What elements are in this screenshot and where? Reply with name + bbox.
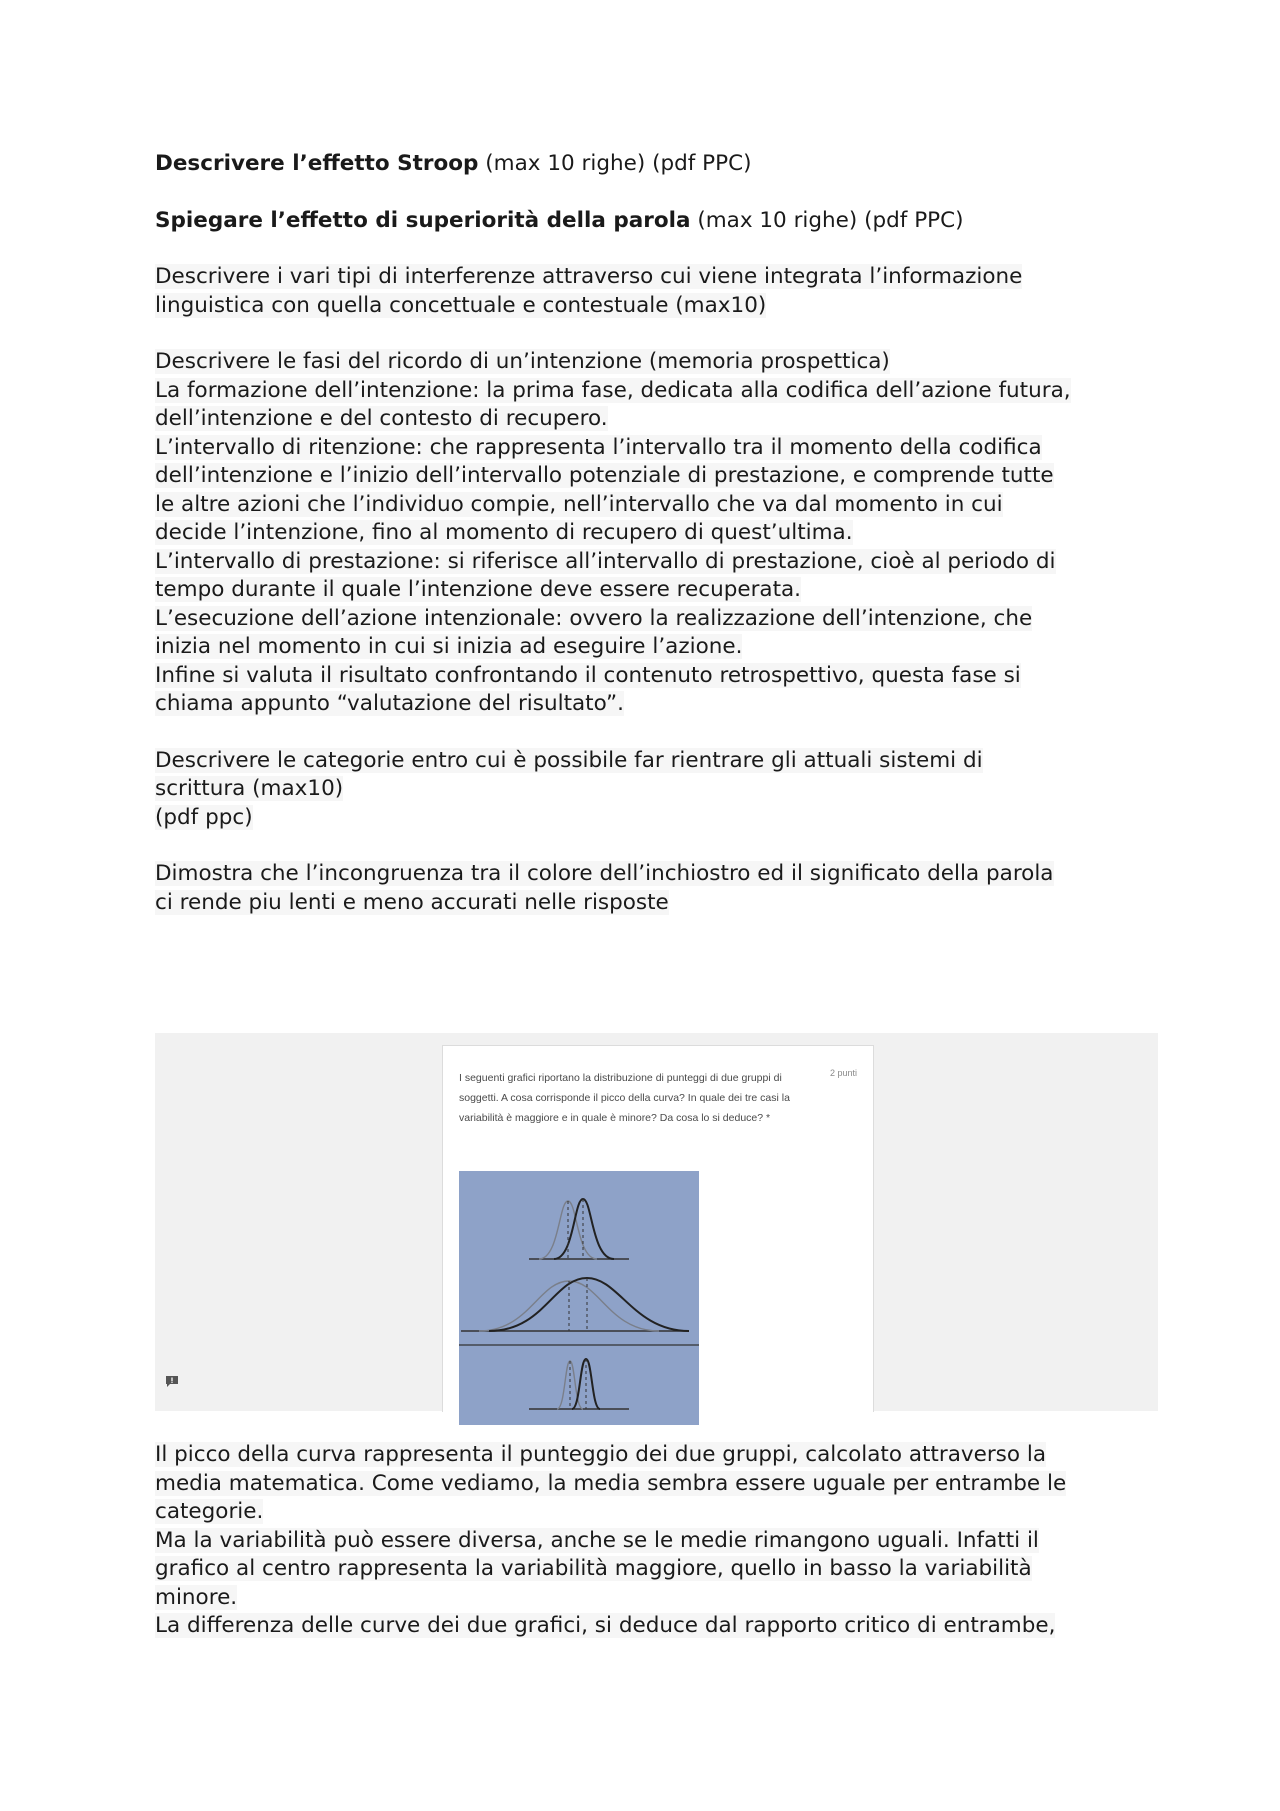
- text-line: chiama appunto “valutazione del risultato”.: [155, 691, 624, 716]
- question-writing-systems: [155, 747, 1165, 833]
- text-line: La formazione dell’intenzione: la prima fase, dedicata alla codifica dell’azione futura,: [155, 377, 1071, 403]
- question-word-superiority: [155, 207, 1165, 236]
- question-word-superiority-title: Spiegare l’effetto di superiorità della parola: [155, 207, 691, 233]
- text-line: dell’intenzione e l’inizio dell’intervallo potenziale di prestazione, e comprende tutte: [155, 463, 1054, 488]
- text-line: (pdf ppc): [155, 804, 253, 830]
- text-line: tempo durante il quale l’intenzione deve essere recuperata.: [155, 577, 802, 602]
- text-line: dell’intenzione e del contesto di recupero.: [155, 406, 608, 431]
- question-prospective-memory: [155, 348, 1165, 719]
- text-line: Descrivere le fasi del ricordo di un’intenzione (memoria prospettica): [155, 349, 890, 374]
- text-line: grafico al centro rappresenta la variabilità maggiore, quello in basso la variabilità: [155, 1556, 1032, 1581]
- text-line: L’intervallo di ritenzione: che rappresenta l’intervallo tra il momento della codifica: [155, 434, 1042, 460]
- text-line: L’intervallo di prestazione: si riferisce all’intervallo di prestazione, cioè al periodo di: [155, 548, 1056, 574]
- question-interference: [155, 263, 1165, 320]
- text-line: La differenza delle curve dei due grafici, si deduce dal rapporto critico di entrambe,: [155, 1613, 1056, 1638]
- text-line: inizia nel momento in cui si inizia ad eseguire l’azione.: [155, 634, 743, 659]
- answer-section: [155, 1441, 1165, 1669]
- text-line: le altre azioni che l’individuo compie, nell’intervallo che va dal momento in cui: [155, 491, 1003, 517]
- document-body: [155, 150, 1165, 945]
- form-points-label: 2 punti: [829, 1068, 857, 1078]
- text-line: ci rende piu lenti e meno accurati nelle risposte: [155, 889, 669, 915]
- curve-group-b: [489, 1278, 689, 1331]
- question-stroop-title: Descrivere l’effetto Stroop: [155, 151, 479, 176]
- text-line: Ma la variabilità può essere diversa, anche se le medie rimangono uguali. Infatti il: [155, 1527, 1039, 1553]
- distribution-curves-image: [459, 1171, 699, 1425]
- distribution-curves-drawing: [459, 1171, 699, 1425]
- text-line: L’esecuzione dell’azione intenzionale: ovvero la realizzazione dell’intenzione, che: [155, 605, 1033, 631]
- text-line: media matematica. Come vediamo, la media sembra essere uguale per entrambe le: [155, 1470, 1067, 1496]
- form-question-card: [442, 1045, 874, 1412]
- text-line: linguistica con quella concettuale e contestuale (max10): [155, 292, 767, 318]
- question-ink-incongruence: [155, 860, 1165, 917]
- text-line: scrittura (max10): [155, 776, 344, 801]
- text-line: decide l’intenzione, fino al momento di recupero di quest’ultima.: [155, 520, 853, 545]
- text-line: Dimostra che l’incongruenza tra il colore dell’inchiostro ed il significato della parola: [155, 861, 1054, 886]
- form-question-text: I seguenti grafici riportano la distribuzione di punteggi di due gruppi di soggetti. A cosa corrisponde il picco della curva? In quale dei tre casi la variabilità è maggiore e in quale è minore? Da cosa lo si deduce? *: [459, 1072, 790, 1124]
- text-line: Il picco della curva rappresenta il punteggio dei due gruppi, calcolato attraverso la: [155, 1442, 1047, 1467]
- question-stroop-note: (max 10 righe) (pdf PPC): [478, 151, 752, 176]
- text-line: minore.: [155, 1584, 238, 1610]
- embedded-screenshot: [155, 1033, 1158, 1411]
- text-line: categorie.: [155, 1499, 264, 1524]
- question-stroop: [155, 150, 1165, 179]
- text-line: Descrivere le categorie entro cui è possibile far rientrare gli attuali sistemi di: [155, 747, 983, 773]
- answer-paragraph: [155, 1441, 1165, 1641]
- feedback-icon[interactable]: [165, 1375, 179, 1388]
- text-line: Descrivere i vari tipi di interferenze attraverso cui viene integrata l’informazione: [155, 264, 1023, 289]
- question-word-superiority-note: (max 10 righe) (pdf PPC): [690, 207, 964, 233]
- text-line: Infine si valuta il risultato confrontando il contenuto retrospettivo, questa fase si: [155, 662, 1021, 688]
